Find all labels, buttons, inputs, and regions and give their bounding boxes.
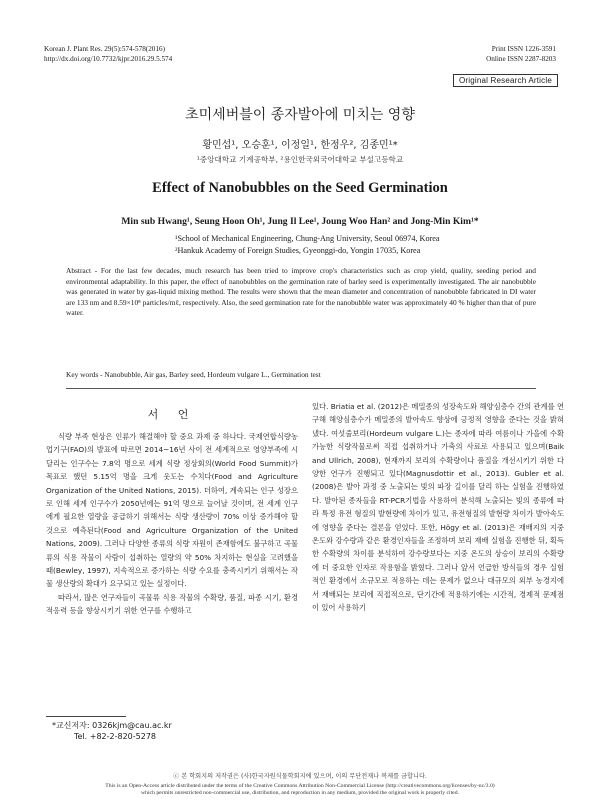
- section-heading-introduction: 서 언: [147, 408, 197, 421]
- online-issn: Online ISSN 2287-8203: [486, 55, 556, 63]
- paragraph: 식량 부족 현상은 인류가 해결해야 할 중요 과제 중 하나다. 국제연합식량농업기구(FAO)의 발표에 따르면 2014~16년 사이 전 세계적으로 영양부족에 시달리는 인구수는 7.8억 명으로 세계 식량 정상회의(World Food Summit)가 목표로 했던 5.15억 명을 크게 웃도는 수치다(Food and Agriculture Organization of the United Nations, 2015). 더하여, 계속되는 인구 성장으로 인해 세계 인구수가 2050년에는 91억 명으로 늘어날 것이며, 전 세계 인구에게 필요한 열량을 공급하기 위해서는 식량 생산량이 70% 이상 증가해야 할 것으로 예측된다(Food and Agriculture Organization of the United Nations, 2009). 그러나 다양한 종류의 식량 자원이 존재함에도 불구하고 곡물류의 식용 작물이 사람이 섭취하는 열량의 약 50% 차지하는 현실을 고려했을 때(Bewley, 1997), 지속적으로 증가하는 식량 수요를 충족시키기 위해서는 작물 생산량의 확대가 요구되고 있는 실정이다.: [46, 432, 298, 589]
- body-column-left: [46, 430, 298, 618]
- issn-block: [486, 44, 556, 64]
- divider: [66, 388, 536, 389]
- affiliation-1: ¹School of Mechanical Engineering, Chung-Ang University, Seoul 06974, Korea: [175, 234, 440, 243]
- affiliation-2: ²Hankuk Academy of Foreign Studies, Gyeonggi-do, Yongin 17035, Korea: [175, 245, 421, 255]
- korean-authors: 황민섭¹, 오승훈¹, 이정일¹, 한정우², 김종민¹*: [202, 140, 398, 151]
- korean-affiliations: ¹중앙대학교 기계공학부, ²용인한국외국어대학교 부설고등학교: [196, 155, 404, 164]
- article-type-badge: Original Research Article: [453, 74, 558, 87]
- doi-link[interactable]: http://dx.doi.org/10.7732/kjpr.2016.29.5.574: [44, 55, 173, 63]
- english-title: Effect of Nanobubbles on the Seed Germination: [152, 180, 448, 196]
- journal-header: [44, 44, 172, 64]
- correspondence-note: [52, 720, 172, 742]
- license-notice: [40, 783, 560, 797]
- keywords: Key words - Nanobubble, Air gas, Barley seed, Hordeum vulgare L., Germination test: [66, 370, 321, 379]
- correspondence-email[interactable]: *교신저자: 0326kjm@cau.ac.kr: [52, 721, 172, 730]
- journal-citation: Korean J. Plant Res. 29(5):574-578(2016): [44, 45, 165, 53]
- korean-title: 초미세버블이 종자발아에 미치는 영향: [185, 107, 415, 123]
- english-affiliations: [175, 233, 440, 256]
- english-authors: Min sub Hwang¹, Seung Hoon Oh¹, Jung Il Lee¹, Joung Woo Han² and Jong-Min Kim¹*: [121, 216, 479, 227]
- body-column-right: [312, 400, 564, 615]
- print-issn: Print ISSN 1226-3591: [491, 45, 556, 53]
- paragraph: 따라서, 많은 연구자들이 곡물류 식용 작물의 수확량, 품질, 파종 시기, 환경 적응력 등을 향상시키기 위한 연구를 수행하고: [46, 592, 298, 616]
- license-line-1: This is an Open-Access article distributed under the terms of the Creative Commons Attribution Non-Commercial License (http://creativecommons.org/licenses/by-nc/3.0): [105, 783, 495, 789]
- copyright-notice: ⓒ 본 학회지의 저작권은 (사)한국자원식물학회지에 있으며, 이의 무단전재나 복제를 금합니다.: [173, 773, 427, 780]
- correspondence-tel: Tel. +82-2-820-5278: [74, 732, 157, 741]
- abstract: Abstract - For the last few decades, much research has been tried to improve crop's characteristics such as crop yield, quality, seeding period and environmental adaptability. In this paper, the effect of nanobubbles on the germination rate of barley seed is experimentally investigated. The air nanobubble was generated in water by gas-liquid mixing method. The results were shown that the mean diameter and concentration of nanobubble fabricated in DI water are 133 nm and 8.59×10⁸ particles/mℓ, respectively. Also, the seed germination rate for the nanobubble water was approximately 40 % higher than that of pure water.: [66, 266, 536, 318]
- footnote-divider: [46, 716, 126, 717]
- license-line-2: which permits unrestricted non-commercial use, distribution, and reproduction in any medium, provided the original work is properly cited.: [141, 790, 459, 796]
- paragraph: 있다. Briatia et al. (2012)은 메밀종의 성장속도와 해양심층수 간의 관계를 연구해 해양심층수가 메밀종의 발아속도 향상에 긍정적 영향을 준다는 것을 밝혀냈다. 여섯줄보리(Hordeum vulgare L.)는 종자에 따라 여름이나 가을에 수확 가능한 식량작물로써 직접 섭취하거나 가축의 사료로 사용되고 있으며(Baik and Ullrich, 2008), 현재까지 보리의 수확량이나 품질을 개선시키기 위한 다양한 연구가 진행되고 있다(Magnusdottir et al., 2013). Gubler et al. (2008)은 발아 과정 중 노출되는 빛의 파장 길이를 달리 하는 실험을 진행하였다. 발아된 종자들을 RT-PCR기법을 사용하여 분석해 노출되는 빛의 종류에 따라 특정 유전 형질의 발현량에 차이가 있고, 유전형질의 발현량 차이가 발아속도에 영향을 준다는 결론을 얻었다. 또한, Högy et al. (2013)은 재배지의 지중 온도와 강수량과 같은 환경인자들을 조정하며 보리 재배 실험을 진행한 뒤, 획득한 수확량의 차이를 분석하여 강수량보다는 지중 온도의 상승이 보리의 수확량에 더 중요한 인자로 작용함을 밝혔다. 그러나 앞서 언급한 방식들의 경우 실험적인 환경에서 소규모로 적용하는 데는 문제가 없으나 대규모의 외부 농경지에서 재배되는 보리에 직접적으로, 단기간에 적용하기에는 시간적, 경제적 문제점이 있어 사용하기: [312, 402, 564, 613]
